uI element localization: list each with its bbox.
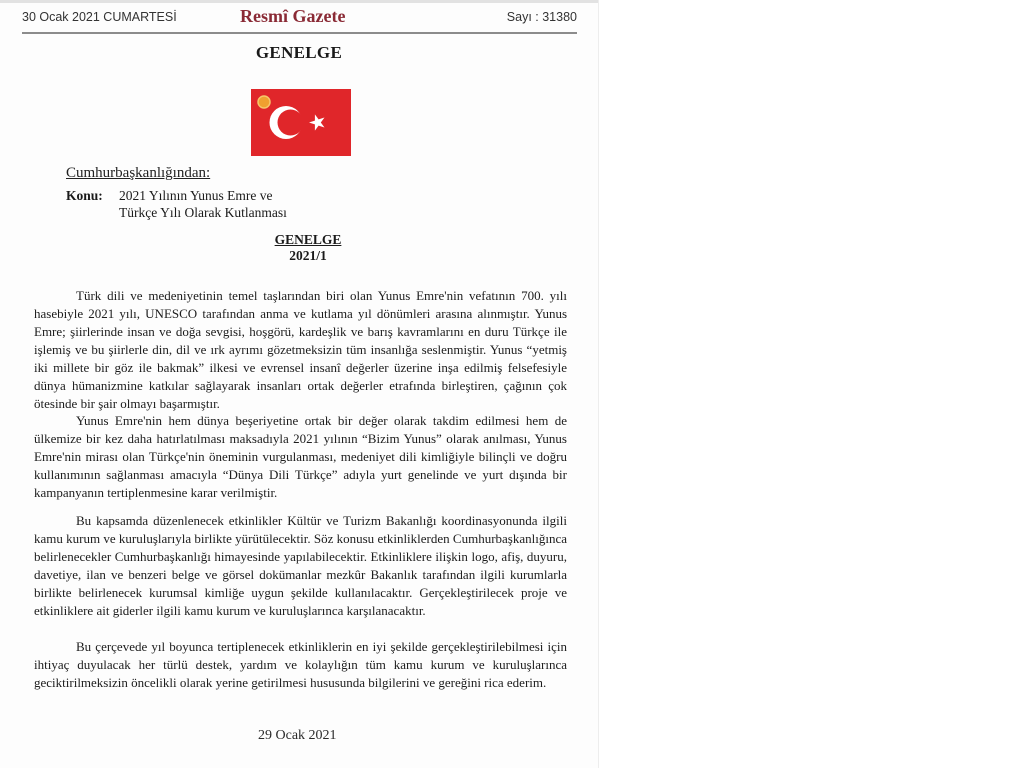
gazette-header [22, 6, 577, 32]
masthead-logo: Resmî Gazete [240, 6, 346, 26]
issue-number: Sayı : 31380 [506, 10, 577, 24]
subject-line: Türkçe Yılı Olarak Kutlanması [119, 205, 287, 220]
circular-number: 2021/1 [289, 248, 327, 263]
document-title: GENELGE [255, 43, 343, 62]
header-divider [22, 32, 577, 34]
body-paragraph: Bu kapsamda düzenlenecek etkinlikler Kültür ve Turizm Bakanlığı koordinasyonunda ilgili kamu kurum ve kuruluşlarıyla birlikte yürütülecektir. Söz konusu etkinliklerden Cumhurbaşkanlığınca belirlenecekler Cumhurbaşkanlığı himayesinde yapılabilecektir. Etkinliklere ilişkin logo, afiş, duyuru, davetiye, ilan ve benzeri belge ve görsel dokümanlar mezkûr Bakanlık tarafından ilgili kurumlarla birlikte belirlenecek kurumsal kimliğe uygun şekilde kullanılacaktır. Gerçekleştirilecek proje ve etkinliklere ait giderler ilgili kamu kurum ve kuruluşlarınca karşılanacaktır. [34, 513, 567, 618]
issuer-heading: Cumhurbaşkanlığından: [66, 165, 211, 181]
publication-date: 30 Ocak 2021 CUMARTESİ [22, 10, 177, 24]
signature-date: 29 Ocak 2021 [258, 728, 337, 743]
seal-mark [258, 96, 270, 108]
subject-text [119, 187, 287, 221]
circular-heading [0, 232, 598, 264]
subject-line: 2021 Yılının Yunus Emre ve [119, 188, 273, 203]
circular-title: GENELGE [274, 232, 342, 247]
subject-label: Konu: [66, 188, 103, 203]
page-top-edge [0, 0, 598, 3]
body-paragraph: Yunus Emre'nin hem dünya beşeriyetine ortak bir değer olarak takdim edilmesi hem de ülkemize bir kez daha hatırlatılması maksadıyla 2021 yılının “Bizim Yunus” olarak anılması, Yunus Emre'nin mirası olan Türkçe'nin öneminin vurgulanması, medeniyet dili kimliğiyle bilinçli ve doğru kullanımının sağlanması amacıyla “Dünya Dili Türkçe” adıyla yurt genelinde ve yurt dışında bir kampanyanın tertiplenmesine karar verilmiştir. [34, 413, 567, 500]
turkish-flag-icon [251, 89, 351, 156]
body-paragraph: Bu çerçevede yıl boyunca tertiplenecek etkinliklerin en iyi şekilde gerçekleştirilebilmesi için ihtiyaç duyulacak her türlü destek, yardım ve kolaylığın tüm kamu kurum ve kuruluşlarınca geciktirilmeksizin öncelikli olarak yerine getirilmesi hususunda bilgilerini ve gereğini rica ederim. [34, 639, 567, 690]
body-paragraph: Türk dili ve medeniyetinin temel taşlarından biri olan Yunus Emre'nin vefatının 700. yılı hasebiyle 2021 yılı, UNESCO tarafından anma ve kutlama yıl dönümleri arasına alınmıştır. Yunus Emre; şiirlerinde insan ve doğa sevgisi, hoşgörü, kardeşlik ve barış kavramlarını en duru Türkçe ile işlemiş ve bu şiirlerle din, dil ve ırk ayrımı gözetmeksizin tüm insanlığa seslenmiştir. Yunus “yetmiş iki millete bir göz ile bakmak” ilkesi ve evrensel insanî değerler üzerine inşa edilmiş felsefesiyle dünya hümanizmine katkılar sağlayarak insanları ortak değerler etrafında birleştiren, çağının çok ötesinde bir şair olmayı başarmıştır. [34, 288, 567, 411]
crescent-inner [278, 110, 304, 136]
